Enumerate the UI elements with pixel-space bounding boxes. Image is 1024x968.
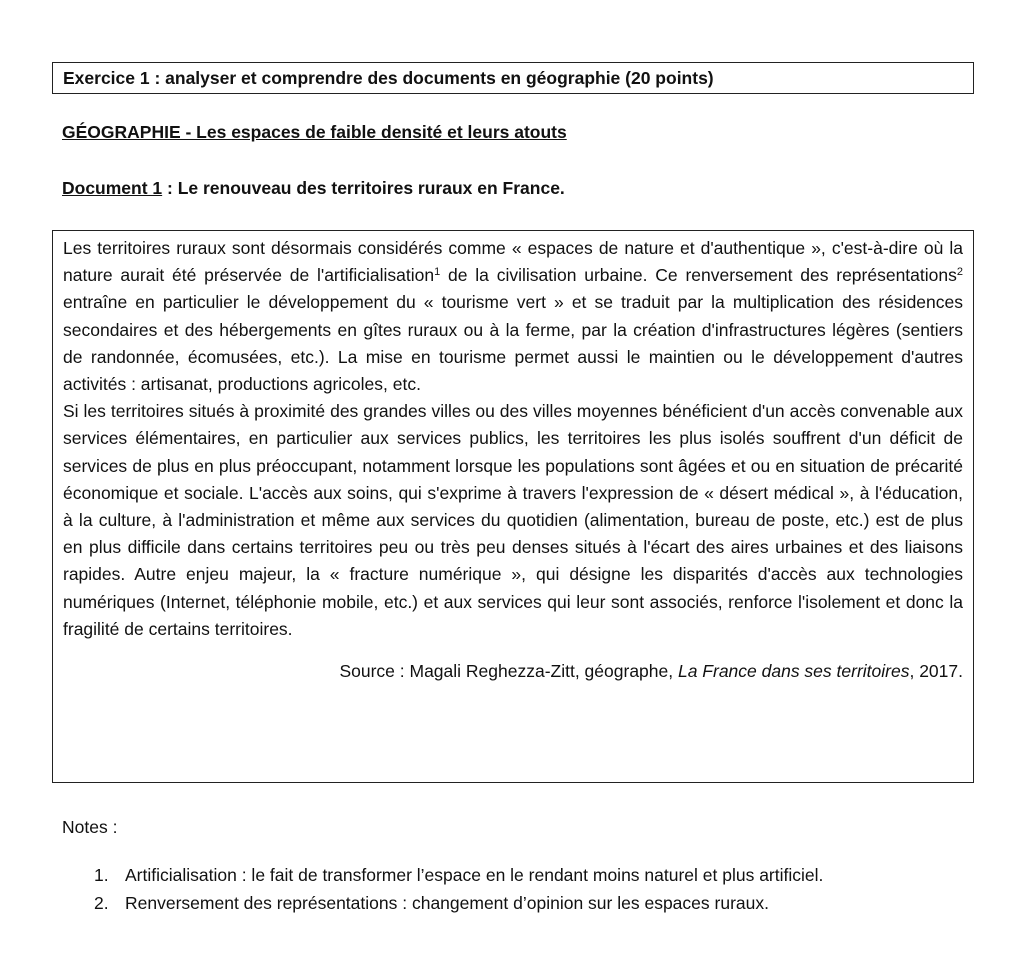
- note-text: Renversement des représentations : changement d’opinion sur les espaces ruraux.: [125, 892, 769, 913]
- note-number: 1.: [94, 865, 109, 885]
- document-label: Document 1: [62, 178, 163, 198]
- exercise-title: Exercice 1 : analyser et comprendre des documents en géographie (20 points): [63, 68, 714, 88]
- source-book-title: La France dans ses territoires: [677, 661, 910, 682]
- paragraph-1: [63, 235, 963, 398]
- note-item: [94, 890, 823, 918]
- paragraph-1-part-1: Les territoires ruraux sont désormais considérés comme « espaces de nature et d'authentique », c'est-à-dire où la nature aurait été préservée de l'artificialisation: [63, 238, 963, 286]
- paragraph-1-part-3: entraîne en particulier le développement du « tourisme vert » et se traduit par la multiplication des résidences secondaires et des hébergements en gîtes ruraux ou à la ferme, par la création d'infrastructures légères (sentiers de randonnée, écomusées, etc.). La mise en tourisme permet aussi le maintien ou le développement d'autres activités : artisanat, productions agricoles, etc.: [63, 292, 963, 395]
- notes-label: Notes :: [62, 817, 118, 837]
- document-heading: [62, 178, 565, 199]
- paragraph-1-part-2: de la civilisation urbaine. Ce renversement des représentations: [440, 265, 957, 286]
- footnote-ref-1: 1: [434, 266, 441, 279]
- notes-list: [94, 862, 823, 917]
- paragraph-2: Si les territoires situés à proximité des grandes villes ou des villes moyennes bénéficient d'un accès convenable aux services élémentaires, en particulier aux services publics, les territoires les plus isolés souffrent d'un déficit de services de plus en plus préoccupant, notamment lorsque les populations sont âgées et ou en situation de précarité économique et sociale. L'accès aux soins, qui s'exprime à travers l'expression de « désert médical », à l'éducation, à la culture, à l'administration et même aux services du quotidien (alimentation, bureau de poste, etc.) est de plus en plus difficile dans certains territoires peu ou très peu denses situés à l'écart des aires urbaines et des liaisons rapides. Autre enjeu majeur, la « fracture numérique », qui désigne les disparités d'accès aux technologies numériques (Internet, téléphonie mobile, etc.) et aux services qui leur sont associés, renforce l'isolement et donc la fragilité de certains territoires.: [63, 401, 963, 639]
- document-text-box: [52, 230, 974, 783]
- section-title: GÉOGRAPHIE - Les espaces de faible densité et leurs atouts: [62, 122, 567, 142]
- document-title: : Le renouveau des territoires ruraux en France.: [162, 178, 565, 198]
- note-item: [94, 862, 823, 890]
- exercise-header: [52, 62, 974, 94]
- source-suffix: , 2017.: [909, 661, 963, 682]
- note-text: Artificialisation : le fait de transformer l’espace en le rendant moins naturel et plus artificiel.: [125, 865, 824, 885]
- source-prefix: Source : Magali Reghezza-Zitt, géographe,: [339, 661, 678, 682]
- note-number: 2.: [94, 892, 109, 913]
- footnote-ref-2: 2: [956, 266, 963, 279]
- source-citation: [63, 658, 963, 685]
